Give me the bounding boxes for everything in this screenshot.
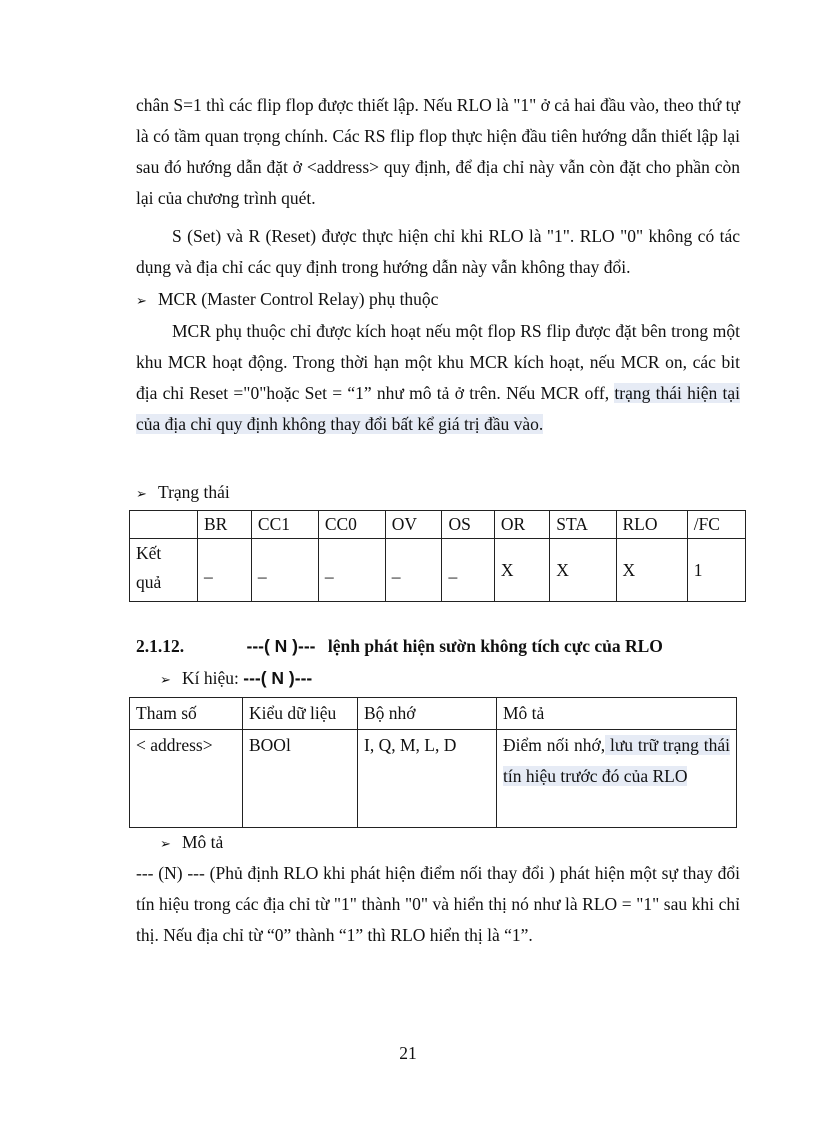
paragraph-mcr: MCR phụ thuộc chỉ được kích hoạt nếu một flop RS flip được đặt bên trong một khu MCR hoạt động. Trong thời hạn một khu MCR kích hoạt, nếu MCR on, các bit địa chỉ Reset ="0"hoặc Set = “1” như mô tả ở trên. Nếu MCR off, trạng thái hiện tại của địa chỉ quy định không thay đổi bất kể giá trị đầu vào. [136, 321, 740, 434]
param-header-cell: Kiểu dữ liệu [243, 698, 358, 730]
arrow-bullet-icon: ➢ [136, 487, 147, 502]
status-header-cell: OR [494, 511, 549, 539]
status-header-cell: CC1 [251, 511, 318, 539]
param-cell: I, Q, M, L, D [358, 730, 497, 828]
param-header-cell: Mô tả [497, 698, 737, 730]
status-value-cell: _ [442, 539, 494, 602]
highlighted-text: trạng thái hiện tại của địa chỉ quy định không thay đổi bất kể giá trị đầu vào. [136, 383, 740, 434]
status-header-cell: OV [385, 511, 442, 539]
param-cell: BOOl [243, 730, 358, 828]
bullet-status: ➢ Trạng thái [136, 478, 230, 509]
arrow-bullet-icon: ➢ [160, 673, 171, 688]
status-header-cell: OS [442, 511, 494, 539]
section-symbol: ---( N )--- [246, 636, 316, 656]
bullet-symbol: ➢ Kí hiệu: ---( N )--- [160, 664, 312, 695]
param-desc-cell: Điểm nối nhớ, lưu trữ trạng thái tín hiệu trước đó của RLO [497, 730, 737, 828]
status-value-cell: X [494, 539, 549, 602]
status-value-row [130, 539, 746, 602]
status-row-label: Kết quả [130, 539, 198, 602]
arrow-bullet-icon: ➢ [160, 837, 171, 852]
paragraph-set-reset: S (Set) và R (Reset) được thực hiện chỉ khi RLO là "1". RLO "0" không có tác dụng và địa chỉ các quy định trong hướng dẫn này vẫn không thay đổi. [136, 226, 740, 277]
paragraph-rs-flipflop: chân S=1 thì các flip flop được thiết lập. Nếu RLO là "1" ở cả hai đầu vào, theo thứ tự là có tầm quan trọng chính. Các RS flip flop thực hiện đầu tiên hướng dẫn thiết lập lại sau đó hướng dẫn đặt ở <address> quy định, để địa chỉ này vẫn còn đặt cho phần còn lại của chương trình quét. [136, 95, 740, 208]
status-header-cell: CC0 [318, 511, 385, 539]
page-number: 21 [399, 1043, 417, 1063]
status-table [129, 510, 746, 602]
bullet-mcr: ➢ MCR (Master Control Relay) phụ thuộc [136, 285, 438, 316]
section-number: 2.1.12. [136, 636, 185, 656]
bullet-description: ➢ Mô tả [160, 828, 223, 859]
arrow-bullet-icon: ➢ [136, 294, 147, 309]
parameter-table [129, 697, 737, 828]
highlighted-text: lưu trữ trạng thái tín hiệu trước đó của RLO [503, 735, 730, 786]
param-header-cell: Tham số [130, 698, 243, 730]
section-title: lệnh phát hiện sườn không tích cực của RLO [327, 636, 663, 656]
status-value-cell: _ [385, 539, 442, 602]
status-header-cell: BR [198, 511, 252, 539]
status-value-cell: X [616, 539, 687, 602]
status-header-cell: RLO [616, 511, 687, 539]
section-heading [136, 632, 663, 660]
status-value-cell: 1 [687, 539, 745, 602]
status-header-cell: STA [550, 511, 616, 539]
status-header-cell [130, 511, 198, 539]
status-header-row [130, 511, 746, 539]
symbol-value: ---( N )--- [243, 668, 313, 688]
status-value-cell: _ [198, 539, 252, 602]
param-cell: < address> [130, 730, 243, 828]
param-header-row [130, 698, 737, 730]
status-value-cell: _ [318, 539, 385, 602]
status-value-cell: _ [251, 539, 318, 602]
status-value-cell: X [550, 539, 616, 602]
param-row [130, 730, 737, 828]
paragraph-n-description: --- (N) --- (Phủ định RLO khi phát hiện điểm nối thay đổi ) phát hiện một sự thay đổi tín hiệu trong các địa chỉ từ "1" thành "0" và hiển thị nó như là RLO = "1" sau khi chỉ thị. Nếu địa chỉ từ “0” thành “1” thì RLO hiển thị là “1”. [136, 863, 740, 945]
status-header-cell: /FC [687, 511, 745, 539]
param-header-cell: Bộ nhớ [358, 698, 497, 730]
